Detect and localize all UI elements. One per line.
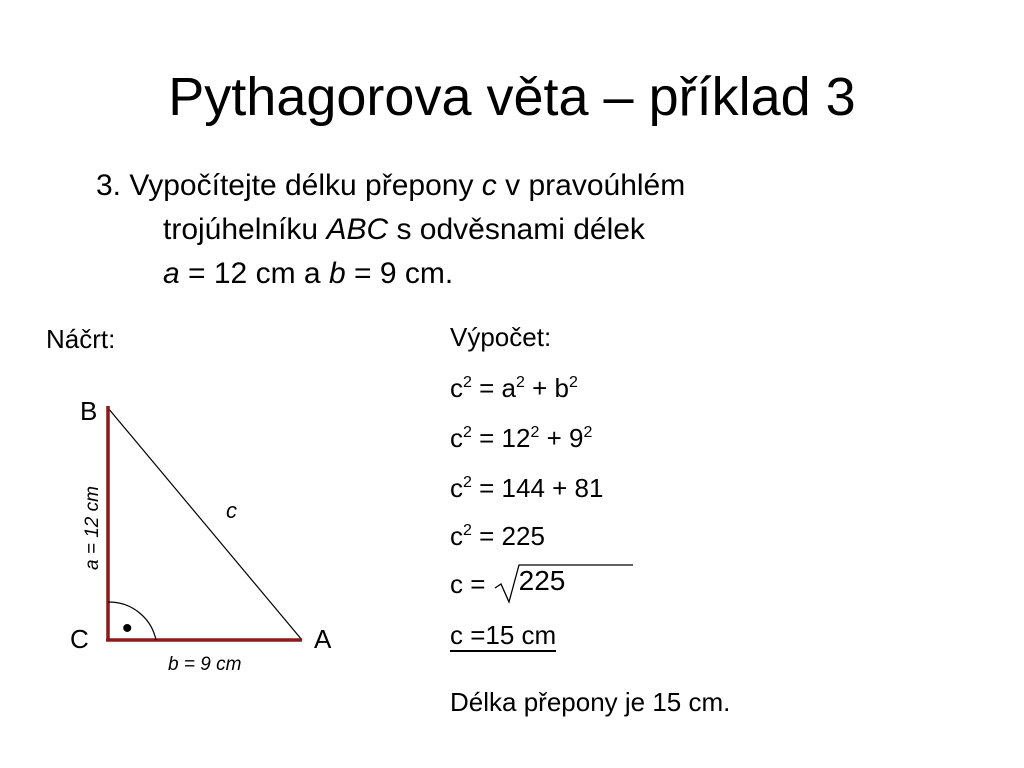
slide-title: Pythagorova věta – příklad 3 <box>168 67 856 127</box>
side-a-label: a = 12 cm <box>82 486 103 570</box>
task-line-1-prefix: 3. Vypočítejte délku přepony <box>96 169 482 202</box>
task-var-c: c <box>481 169 497 202</box>
right-angle-dot: • <box>122 612 133 645</box>
calc-r4-rest: = 225 <box>471 521 545 551</box>
vertex-a-label: A <box>314 624 332 654</box>
calc-r2-mid2: + 9 <box>539 423 584 453</box>
calc-r1-mid2: + b <box>524 373 569 403</box>
calc-row-6 <box>450 618 556 652</box>
task-var-abc: ABC <box>326 213 389 246</box>
square-root <box>493 562 633 606</box>
calc-row-2 <box>450 421 592 460</box>
task-line-1-suffix: v pravoúhlém <box>496 169 686 202</box>
task-line-2 <box>96 208 685 252</box>
calc-result: c =15 cm <box>450 620 557 650</box>
calc-conclusion: Délka přepony je 15 cm. <box>450 687 731 717</box>
triangle-diagram <box>0 380 360 680</box>
calc-row-5 <box>450 562 633 606</box>
task-var-b: b <box>328 257 346 290</box>
hypotenuse-line <box>108 408 302 640</box>
calc-r2-exp3: 2 <box>583 424 593 441</box>
task-line-1 <box>96 164 685 208</box>
calc-r1-exp3: 2 <box>569 374 578 391</box>
hypotenuse-label: c <box>226 498 237 523</box>
task-line-3-mid2: = 9 cm. <box>345 257 454 290</box>
side-b-label: b = 9 cm <box>168 654 242 675</box>
calc-r1-exp1: 2 <box>463 374 472 391</box>
vertex-b-label: B <box>80 396 98 426</box>
calc-r4-exp1: 2 <box>463 522 472 539</box>
calc-row-4 <box>450 519 545 558</box>
calc-r3-exp1: 2 <box>463 474 472 491</box>
calc-r2-mid: = 12 <box>471 423 531 453</box>
task-var-a: a <box>163 257 180 290</box>
sqrt-radicand: 225 <box>518 565 566 596</box>
task-line-2-prefix: trojúhelníku <box>163 213 327 246</box>
calc-label: Výpočet: <box>450 322 552 352</box>
calc-r3-rest: = 144 + 81 <box>471 473 604 503</box>
calc-r5-lhs: c = <box>450 569 493 599</box>
calc-r2-exp1: 2 <box>463 424 472 441</box>
calc-r1-c: c <box>450 373 463 403</box>
calc-r2-exp2: 2 <box>530 424 540 441</box>
calc-r4-c: c <box>450 521 463 551</box>
calc-r2-c: c <box>450 423 463 453</box>
calc-r1-mid: = a <box>471 373 516 403</box>
task-text <box>96 164 685 296</box>
calc-r1-exp2: 2 <box>516 374 525 391</box>
calc-row-1 <box>450 371 578 410</box>
task-line-3-mid1: = 12 cm a <box>179 257 329 290</box>
sketch-label: Náčrt: <box>46 324 116 354</box>
calc-r3-c: c <box>450 473 463 503</box>
vertex-c-label: C <box>70 624 89 654</box>
task-line-2-suffix: s odvěsnami délek <box>388 213 645 246</box>
calc-row-3 <box>450 471 603 510</box>
task-line-3 <box>96 252 685 296</box>
